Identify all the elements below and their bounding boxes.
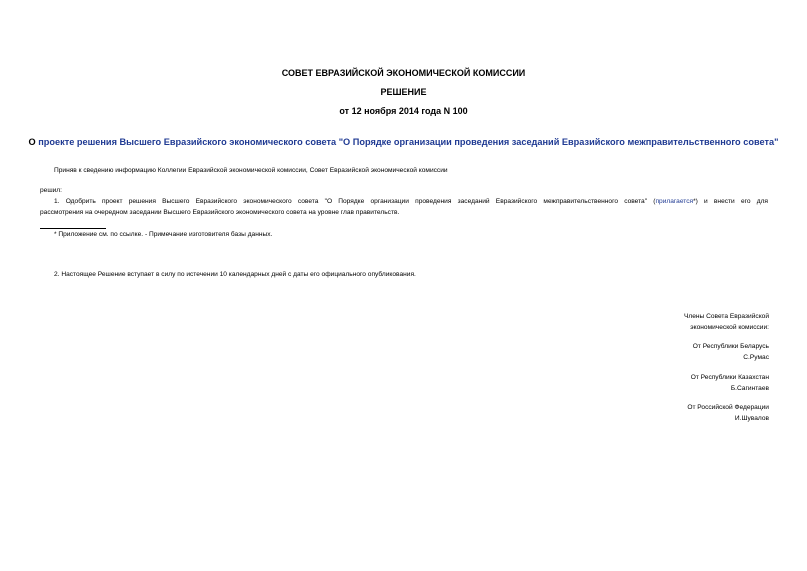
item1-line1 bbox=[40, 198, 768, 205]
intro-paragraph: Приняв к сведению информацию Коллегии Евразийской экономической комиссии, Совет Евразийской экономической комиссии bbox=[54, 167, 448, 174]
rep1-name: С.Румас bbox=[743, 354, 769, 361]
date-number-heading: от 12 ноября 2014 года N 100 bbox=[339, 106, 468, 116]
attachment-link[interactable]: прилагается bbox=[655, 198, 694, 205]
rep1-country: От Республики Беларусь bbox=[692, 343, 769, 350]
title-link[interactable]: проекте решения Высшего Евразийского экономического совета "О Порядке организации проведения заседаний Евразийского межправительственного совета" bbox=[38, 137, 779, 147]
rep3-name: И.Шувалов bbox=[734, 415, 769, 422]
item1-text-end: *) и внести его для bbox=[693, 198, 768, 205]
rep3-country: От Российской Федерации bbox=[687, 404, 769, 411]
item2-paragraph: 2. Настоящее Решение вступает в силу по истечении 10 календарных дней с даты его официального опубликования. bbox=[54, 271, 416, 278]
document-type-heading: РЕШЕНИЕ bbox=[380, 87, 427, 97]
footnote: * Приложение см. по ссылке. - Примечание изготовителя базы данных. bbox=[54, 231, 273, 238]
organization-heading: СОВЕТ ЕВРАЗИЙСКОЙ ЭКОНОМИЧЕСКОЙ КОМИССИИ bbox=[281, 68, 526, 78]
document-title bbox=[0, 137, 807, 147]
item1-text-start: 1. Одобрить проект решения Высшего Евразийского экономического совета "О Порядке организации проведения заседаний Евразийского межправительственного совета" ( bbox=[54, 198, 656, 205]
members-line1: Члены Совета Евразийской bbox=[683, 313, 769, 320]
item1-line2: рассмотрения на очередном заседании Высшего Евразийского экономического совета на уровне глав правительств. bbox=[40, 209, 400, 216]
rep2-country: От Республики Казахстан bbox=[690, 374, 769, 381]
members-line2: экономической комиссии: bbox=[690, 324, 769, 331]
rep2-name: Б.Сагинтаев bbox=[730, 385, 769, 392]
resolved-label: решил: bbox=[40, 187, 62, 194]
footnote-divider bbox=[40, 228, 106, 229]
title-prefix: О bbox=[28, 137, 39, 147]
